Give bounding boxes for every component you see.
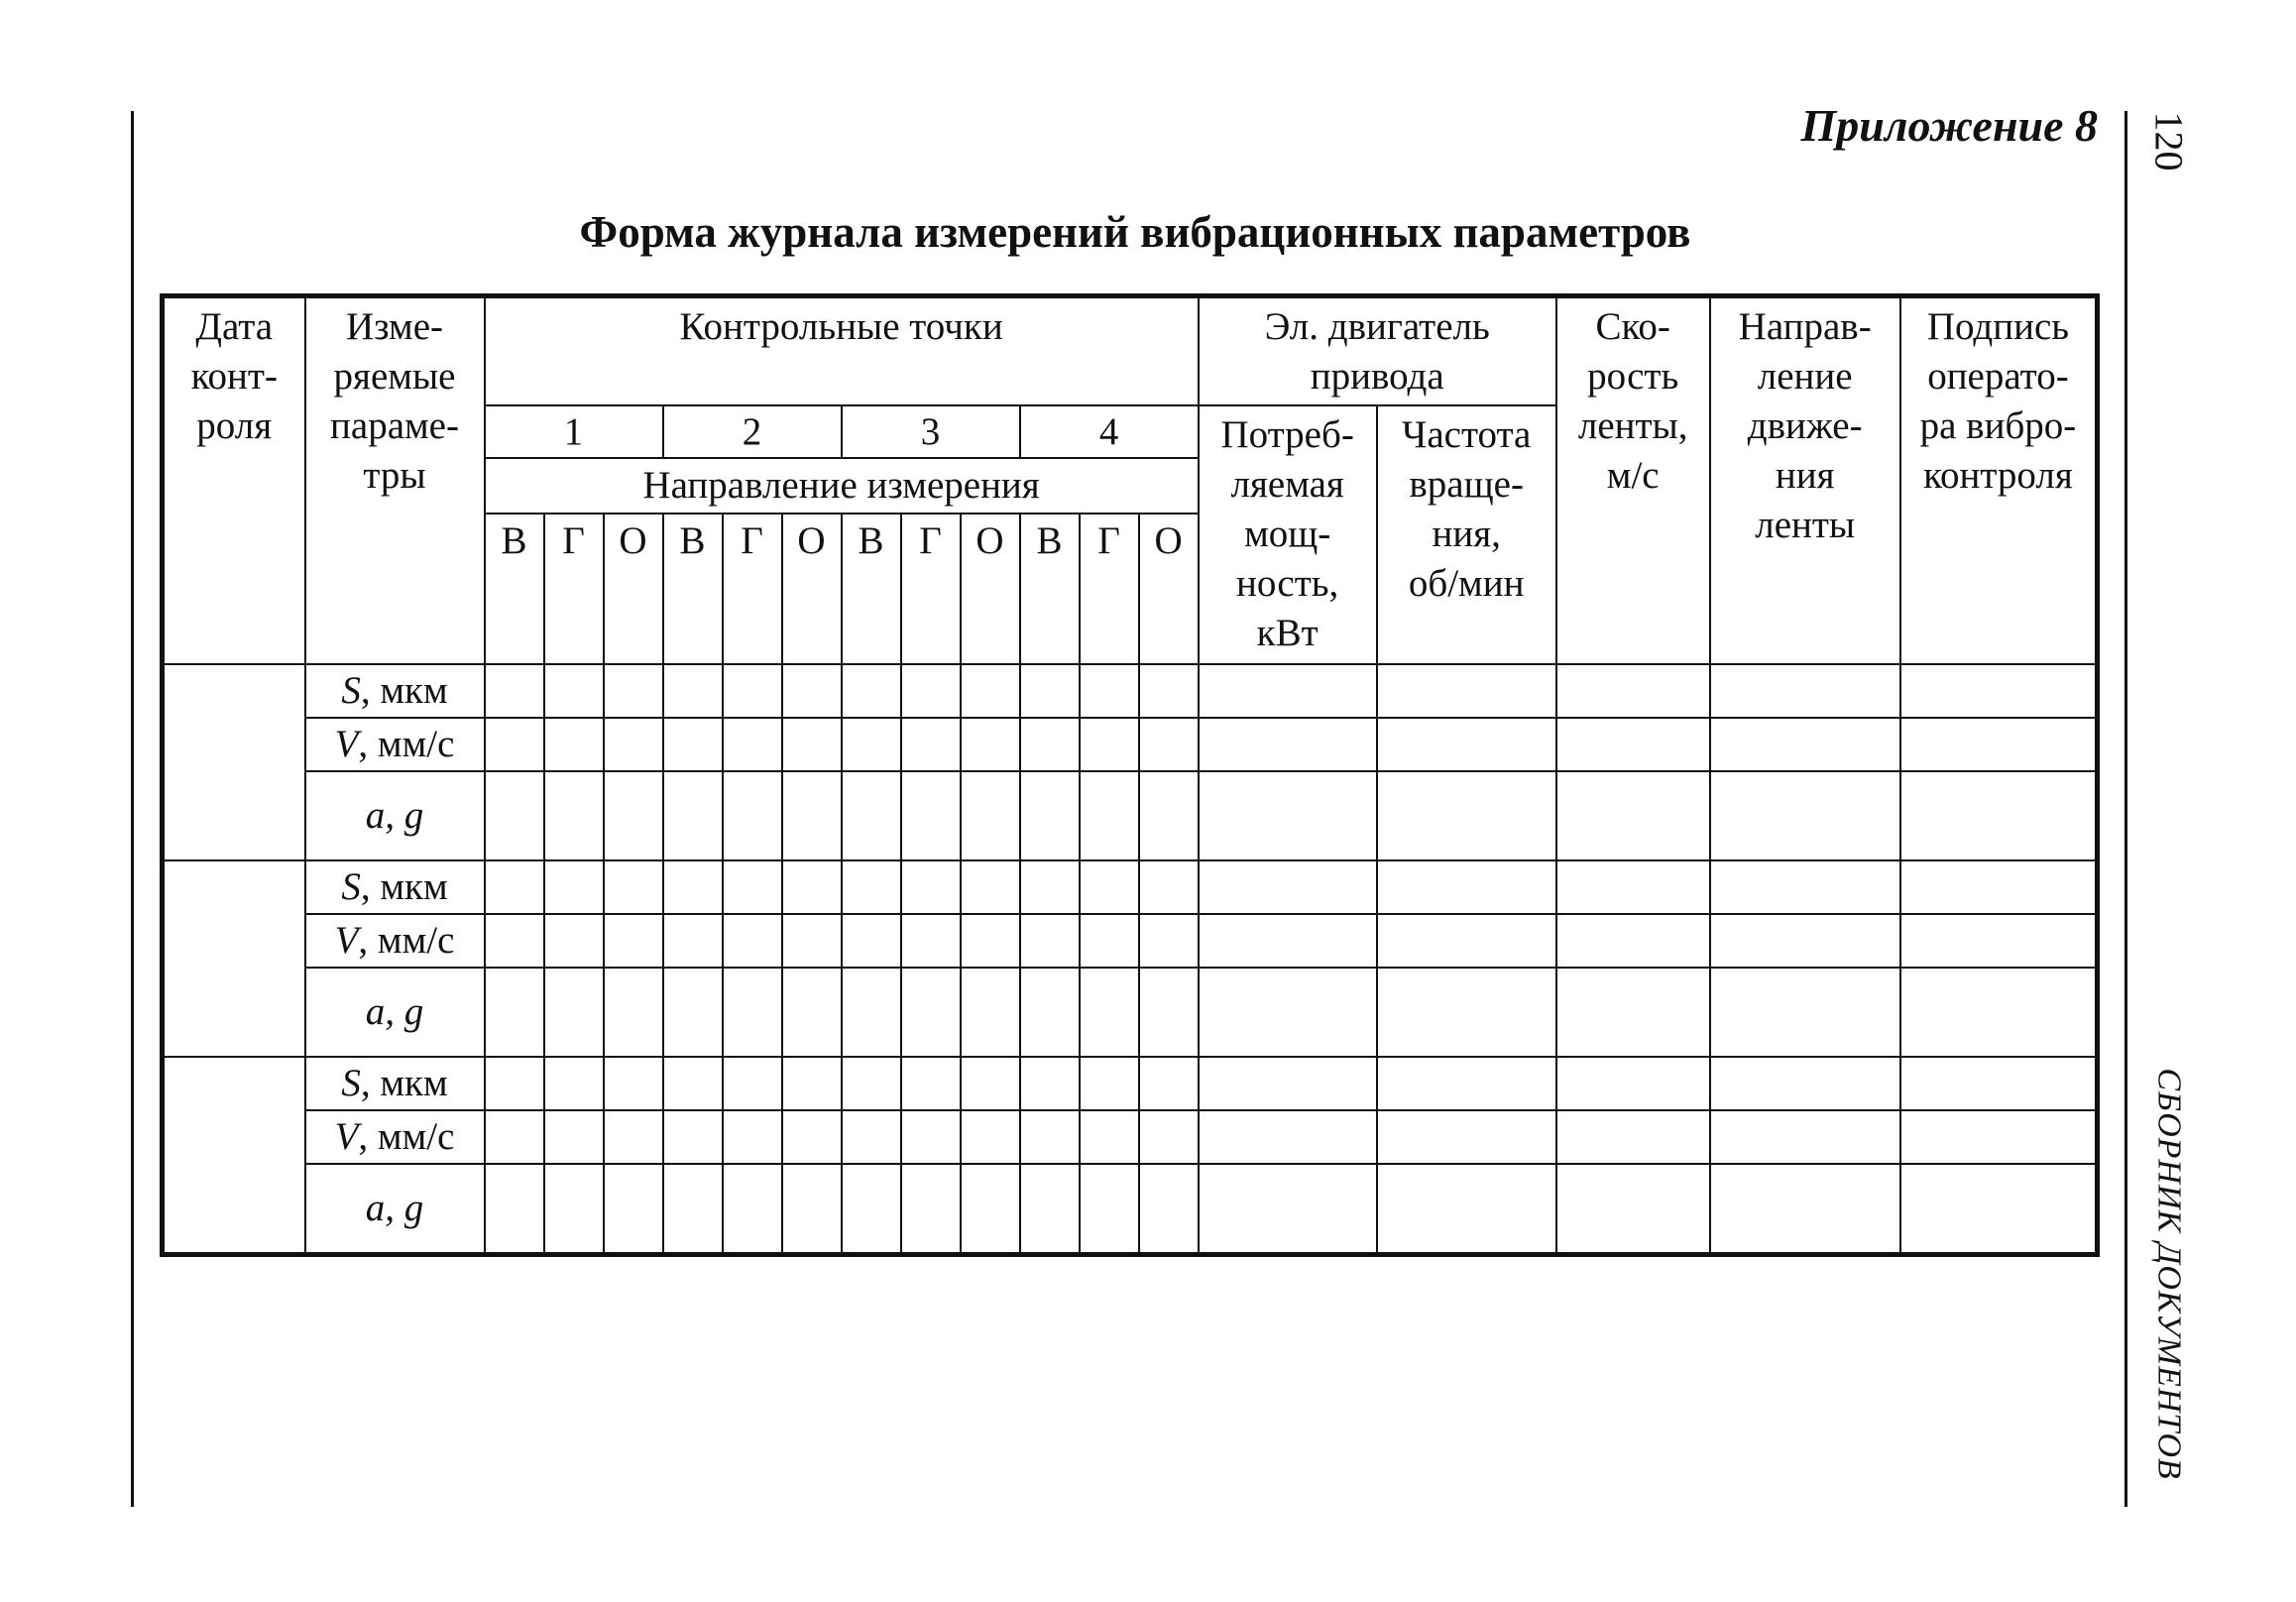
value-cell[interactable] bbox=[1020, 968, 1080, 1057]
page-number-text: 120 bbox=[2146, 111, 2192, 171]
value-cell[interactable] bbox=[485, 968, 544, 1057]
value-cell[interactable] bbox=[842, 860, 901, 914]
header-direction-v: В bbox=[485, 514, 544, 664]
collection-side-title bbox=[2141, 1041, 2197, 1507]
param-symbol: V bbox=[334, 723, 359, 765]
value-cell[interactable] bbox=[1556, 1164, 1710, 1255]
value-cell[interactable] bbox=[723, 718, 782, 771]
param-cell bbox=[305, 968, 485, 1057]
value-cell[interactable] bbox=[1139, 1110, 1199, 1164]
value-cell[interactable] bbox=[961, 968, 1020, 1057]
value-cell[interactable] bbox=[663, 1057, 723, 1110]
param-symbol: a, g bbox=[365, 1187, 424, 1229]
value-cell[interactable] bbox=[1377, 860, 1556, 914]
value-cell[interactable] bbox=[1199, 1110, 1377, 1164]
param-symbol: V bbox=[334, 919, 359, 962]
value-cell[interactable] bbox=[1199, 914, 1377, 968]
value-cell[interactable] bbox=[1710, 664, 1900, 718]
value-cell[interactable] bbox=[1556, 771, 1710, 860]
value-cell[interactable] bbox=[544, 771, 604, 860]
value-cell[interactable] bbox=[723, 968, 782, 1057]
value-cell[interactable] bbox=[901, 1110, 961, 1164]
value-cell[interactable] bbox=[604, 914, 663, 968]
header-direction-g: Г bbox=[544, 514, 604, 664]
value-cell[interactable] bbox=[842, 664, 901, 718]
appendix-label: Приложение 8 bbox=[1800, 100, 2098, 151]
value-cell[interactable] bbox=[901, 968, 961, 1057]
table-row bbox=[163, 771, 2098, 860]
value-cell[interactable] bbox=[723, 914, 782, 968]
value-cell[interactable] bbox=[485, 718, 544, 771]
value-cell[interactable] bbox=[842, 914, 901, 968]
value-cell[interactable] bbox=[485, 664, 544, 718]
header-operator-signature: Подпись операто- ра вибро- контроля bbox=[1900, 296, 2098, 665]
value-cell[interactable] bbox=[604, 664, 663, 718]
value-cell[interactable] bbox=[782, 1057, 842, 1110]
param-unit: , мкм bbox=[360, 669, 448, 712]
value-cell[interactable] bbox=[1710, 968, 1900, 1057]
value-cell[interactable] bbox=[723, 664, 782, 718]
value-cell[interactable] bbox=[1377, 664, 1556, 718]
value-cell[interactable] bbox=[1020, 718, 1080, 771]
table-row bbox=[163, 860, 2098, 914]
value-cell[interactable] bbox=[1199, 860, 1377, 914]
value-cell[interactable] bbox=[723, 771, 782, 860]
value-cell[interactable] bbox=[1710, 860, 1900, 914]
header-drive-motor: Эл. двигатель привода bbox=[1199, 296, 1556, 406]
value-cell[interactable] bbox=[544, 718, 604, 771]
date-cell[interactable] bbox=[163, 860, 305, 1057]
value-cell[interactable] bbox=[1710, 771, 1900, 860]
value-cell[interactable] bbox=[544, 860, 604, 914]
value-cell[interactable] bbox=[1556, 1057, 1710, 1110]
value-cell[interactable] bbox=[782, 1110, 842, 1164]
value-cell[interactable] bbox=[544, 664, 604, 718]
value-cell[interactable] bbox=[842, 968, 901, 1057]
value-cell[interactable] bbox=[1900, 771, 2098, 860]
value-cell[interactable] bbox=[1139, 914, 1199, 968]
value-cell[interactable] bbox=[1199, 771, 1377, 860]
header-direction-o: О bbox=[604, 514, 663, 664]
table-row bbox=[163, 718, 2098, 771]
value-cell[interactable] bbox=[604, 1164, 663, 1255]
value-cell[interactable] bbox=[1900, 1057, 2098, 1110]
date-cell[interactable] bbox=[163, 1057, 305, 1255]
value-cell[interactable] bbox=[782, 914, 842, 968]
value-cell[interactable] bbox=[544, 1057, 604, 1110]
value-cell[interactable] bbox=[1080, 1164, 1139, 1255]
param-cell bbox=[305, 1110, 485, 1164]
value-cell[interactable] bbox=[901, 771, 961, 860]
value-cell[interactable] bbox=[1556, 1110, 1710, 1164]
value-cell[interactable] bbox=[961, 914, 1020, 968]
param-unit: , мм/с bbox=[358, 723, 455, 765]
value-cell[interactable] bbox=[723, 1164, 782, 1255]
value-cell[interactable] bbox=[663, 914, 723, 968]
value-cell[interactable] bbox=[1199, 1164, 1377, 1255]
value-cell[interactable] bbox=[1139, 718, 1199, 771]
value-cell[interactable] bbox=[1020, 771, 1080, 860]
journal-data-rows bbox=[163, 664, 2098, 1255]
value-cell[interactable] bbox=[1020, 664, 1080, 718]
value-cell[interactable] bbox=[1139, 771, 1199, 860]
value-cell[interactable] bbox=[901, 664, 961, 718]
value-cell[interactable] bbox=[782, 860, 842, 914]
value-cell[interactable] bbox=[1139, 1164, 1199, 1255]
value-cell[interactable] bbox=[544, 1164, 604, 1255]
collection-side-title-text: СБОРНИК ДОКУМЕНТОВ bbox=[2151, 1068, 2188, 1480]
param-symbol: S bbox=[341, 1062, 361, 1104]
value-cell[interactable] bbox=[1139, 1057, 1199, 1110]
value-cell[interactable] bbox=[663, 1110, 723, 1164]
value-cell[interactable] bbox=[901, 718, 961, 771]
param-unit: , мм/с bbox=[358, 919, 455, 962]
value-cell[interactable] bbox=[1377, 1057, 1556, 1110]
value-cell[interactable] bbox=[1080, 718, 1139, 771]
param-cell bbox=[305, 1164, 485, 1255]
value-cell[interactable] bbox=[1710, 1110, 1900, 1164]
value-cell[interactable] bbox=[663, 664, 723, 718]
value-cell[interactable] bbox=[1710, 914, 1900, 968]
value-cell[interactable] bbox=[842, 718, 901, 771]
param-unit: , мкм bbox=[360, 865, 448, 908]
value-cell[interactable] bbox=[1020, 1057, 1080, 1110]
header-point-1: 1 bbox=[485, 405, 663, 458]
value-cell[interactable] bbox=[485, 1057, 544, 1110]
page-number bbox=[2144, 111, 2194, 171]
param-cell bbox=[305, 771, 485, 860]
value-cell[interactable] bbox=[1556, 914, 1710, 968]
table-row bbox=[163, 1164, 2098, 1255]
value-cell[interactable] bbox=[1710, 1057, 1900, 1110]
header-power: Потреб- ляемая мощ- ность, кВт bbox=[1199, 405, 1377, 664]
value-cell[interactable] bbox=[663, 771, 723, 860]
value-cell[interactable] bbox=[961, 1110, 1020, 1164]
value-cell[interactable] bbox=[604, 771, 663, 860]
header-direction-g: Г bbox=[901, 514, 961, 664]
param-unit: , мм/с bbox=[358, 1115, 455, 1158]
value-cell[interactable] bbox=[1199, 968, 1377, 1057]
value-cell[interactable] bbox=[544, 914, 604, 968]
header-direction-o: О bbox=[782, 514, 842, 664]
value-cell[interactable] bbox=[1900, 718, 2098, 771]
value-cell[interactable] bbox=[1020, 1110, 1080, 1164]
header-point-2: 2 bbox=[663, 405, 842, 458]
value-cell[interactable] bbox=[1900, 968, 2098, 1057]
value-cell[interactable] bbox=[604, 1110, 663, 1164]
param-cell bbox=[305, 860, 485, 914]
form-title: Форма журнала измерений вибрационных параметров bbox=[579, 207, 1691, 257]
value-cell[interactable] bbox=[782, 968, 842, 1057]
header-direction-o: О bbox=[1139, 514, 1199, 664]
value-cell[interactable] bbox=[1020, 860, 1080, 914]
value-cell[interactable] bbox=[1080, 860, 1139, 914]
value-cell[interactable] bbox=[782, 718, 842, 771]
value-cell[interactable] bbox=[485, 914, 544, 968]
left-margin-rule bbox=[131, 111, 134, 1507]
value-cell[interactable] bbox=[1080, 1057, 1139, 1110]
table-row bbox=[163, 664, 2098, 718]
value-cell[interactable] bbox=[604, 968, 663, 1057]
value-cell[interactable] bbox=[663, 968, 723, 1057]
value-cell[interactable] bbox=[1020, 914, 1080, 968]
header-direction-v: В bbox=[663, 514, 723, 664]
value-cell[interactable] bbox=[663, 718, 723, 771]
value-cell[interactable] bbox=[842, 771, 901, 860]
value-cell[interactable] bbox=[1080, 771, 1139, 860]
value-cell[interactable] bbox=[1556, 718, 1710, 771]
right-margin-rule bbox=[2124, 111, 2127, 1507]
param-cell bbox=[305, 914, 485, 968]
param-symbol: V bbox=[334, 1115, 359, 1158]
value-cell[interactable] bbox=[723, 860, 782, 914]
value-cell[interactable] bbox=[1710, 1164, 1900, 1255]
value-cell[interactable] bbox=[663, 860, 723, 914]
value-cell[interactable] bbox=[604, 1057, 663, 1110]
value-cell[interactable] bbox=[961, 1164, 1020, 1255]
table-row bbox=[163, 968, 2098, 1057]
value-cell[interactable] bbox=[961, 718, 1020, 771]
value-cell[interactable] bbox=[1080, 1110, 1139, 1164]
param-cell bbox=[305, 718, 485, 771]
value-cell[interactable] bbox=[544, 1110, 604, 1164]
date-cell[interactable] bbox=[163, 664, 305, 860]
value-cell[interactable] bbox=[961, 1057, 1020, 1110]
header-direction-o: О bbox=[961, 514, 1020, 664]
header-direction-v: В bbox=[1020, 514, 1080, 664]
header-direction-g: Г bbox=[723, 514, 782, 664]
param-symbol: S bbox=[341, 669, 361, 712]
value-cell[interactable] bbox=[1139, 968, 1199, 1057]
value-cell[interactable] bbox=[723, 1057, 782, 1110]
value-cell[interactable] bbox=[782, 664, 842, 718]
value-cell[interactable] bbox=[842, 1057, 901, 1110]
param-symbol: S bbox=[341, 865, 361, 908]
table-row bbox=[163, 1110, 2098, 1164]
param-unit: , мкм bbox=[360, 1062, 448, 1104]
value-cell[interactable] bbox=[1377, 914, 1556, 968]
value-cell[interactable] bbox=[842, 1110, 901, 1164]
value-cell[interactable] bbox=[723, 1110, 782, 1164]
value-cell[interactable] bbox=[1080, 914, 1139, 968]
header-control-points: Контрольные точки bbox=[485, 296, 1199, 406]
value-cell[interactable] bbox=[1020, 1164, 1080, 1255]
value-cell[interactable] bbox=[1377, 718, 1556, 771]
vibration-journal-table bbox=[160, 293, 2100, 1257]
value-cell[interactable] bbox=[1199, 1057, 1377, 1110]
value-cell[interactable] bbox=[1377, 1110, 1556, 1164]
header-belt-direction: Направ- ление движе- ния ленты bbox=[1710, 296, 1900, 665]
header-date: Дата конт- роля bbox=[163, 296, 305, 665]
value-cell[interactable] bbox=[485, 1164, 544, 1255]
value-cell[interactable] bbox=[604, 860, 663, 914]
header-point-4: 4 bbox=[1020, 405, 1199, 458]
value-cell[interactable] bbox=[1710, 718, 1900, 771]
param-cell bbox=[305, 1057, 485, 1110]
value-cell[interactable] bbox=[961, 771, 1020, 860]
header-measurement-direction: Направление измерения bbox=[485, 458, 1199, 514]
value-cell[interactable] bbox=[1900, 914, 2098, 968]
value-cell[interactable] bbox=[485, 1110, 544, 1164]
value-cell[interactable] bbox=[663, 1164, 723, 1255]
value-cell[interactable] bbox=[901, 1057, 961, 1110]
header-belt-speed: Ско- рость ленты, м/с bbox=[1556, 296, 1710, 665]
header-rotation-frequency: Частота враще- ния, об/мин bbox=[1377, 405, 1556, 664]
table-row bbox=[163, 914, 2098, 968]
value-cell[interactable] bbox=[1080, 664, 1139, 718]
value-cell[interactable] bbox=[901, 860, 961, 914]
value-cell[interactable] bbox=[1139, 664, 1199, 718]
header-direction-g: Г bbox=[1080, 514, 1139, 664]
header-measured-params: Изме- ряемые параме- тры bbox=[305, 296, 485, 665]
value-cell[interactable] bbox=[544, 968, 604, 1057]
value-cell[interactable] bbox=[485, 860, 544, 914]
value-cell[interactable] bbox=[782, 771, 842, 860]
value-cell[interactable] bbox=[782, 1164, 842, 1255]
value-cell[interactable] bbox=[901, 1164, 961, 1255]
param-symbol: a, g bbox=[365, 990, 424, 1033]
param-cell bbox=[305, 664, 485, 718]
value-cell[interactable] bbox=[1199, 718, 1377, 771]
value-cell[interactable] bbox=[842, 1164, 901, 1255]
value-cell[interactable] bbox=[901, 914, 961, 968]
value-cell[interactable] bbox=[1377, 968, 1556, 1057]
value-cell[interactable] bbox=[1900, 1110, 2098, 1164]
value-cell[interactable] bbox=[1377, 1164, 1556, 1255]
value-cell[interactable] bbox=[1556, 664, 1710, 718]
value-cell[interactable] bbox=[1900, 1164, 2098, 1255]
value-cell[interactable] bbox=[1556, 968, 1710, 1057]
value-cell[interactable] bbox=[1900, 860, 2098, 914]
table-row bbox=[163, 1057, 2098, 1110]
value-cell[interactable] bbox=[1556, 860, 1710, 914]
value-cell[interactable] bbox=[1080, 968, 1139, 1057]
value-cell[interactable] bbox=[1377, 771, 1556, 860]
value-cell[interactable] bbox=[1900, 664, 2098, 718]
value-cell[interactable] bbox=[961, 860, 1020, 914]
param-symbol: a, g bbox=[365, 794, 424, 837]
value-cell[interactable] bbox=[604, 718, 663, 771]
value-cell[interactable] bbox=[1199, 664, 1377, 718]
value-cell[interactable] bbox=[485, 771, 544, 860]
value-cell[interactable] bbox=[961, 664, 1020, 718]
header-point-3: 3 bbox=[842, 405, 1020, 458]
value-cell[interactable] bbox=[1139, 860, 1199, 914]
header-direction-v: В bbox=[842, 514, 901, 664]
